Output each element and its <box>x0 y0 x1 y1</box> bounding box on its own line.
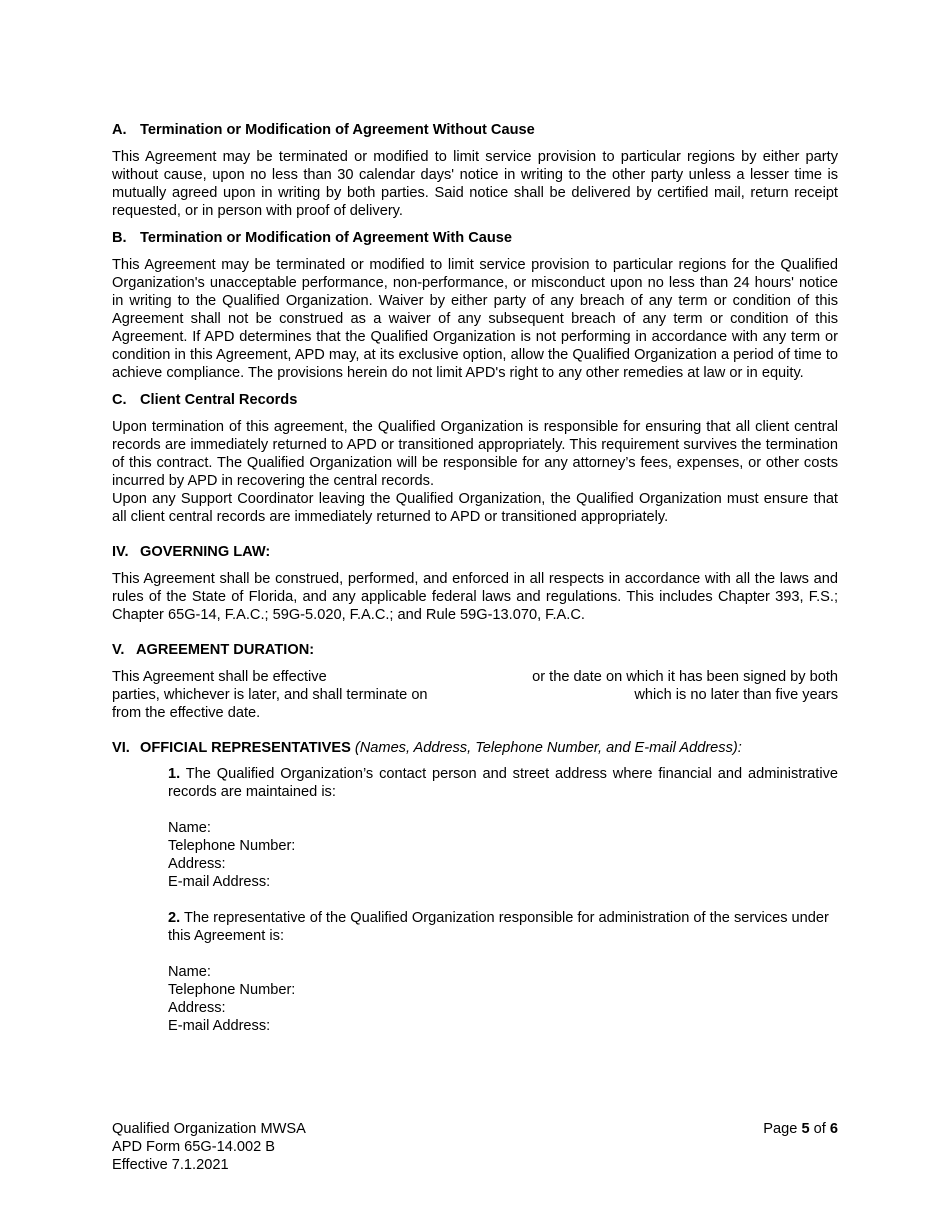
section-c-body-2: Upon any Support Coordinator leaving the Qualified Organization, the Qualified Organization must ensure that all client central records are immediately returned to APD or transitioned appropriately. <box>112 491 838 525</box>
representative-1-fields <box>168 819 838 891</box>
footer-form-title: Qualified Organization MWSA <box>112 1121 306 1137</box>
duration-line-2: parties, whichever is later, and shall terminate on which is no later than five years <box>112 687 838 703</box>
page-number: Page 5 of 6 <box>763 1121 838 1137</box>
rep2-email-label: E-mail Address: <box>168 1018 271 1034</box>
representative-2 <box>168 909 838 1035</box>
rep2-phone-label: Telephone Number: <box>168 982 296 998</box>
section-vi-heading: VI. OFFICIAL REPRESENTATIVES (Names, Address, Telephone Number, and E-mail Address): <box>112 740 742 756</box>
section-b-body: This Agreement may be terminated or modified to limit service provision to particular regions for the Qualified Organization's unacceptable performance, non-performance, or misconduct upon no less than 24 hours' notice in writing to the Qualified Organization. Waiver by either party of any breach of any term or condition of this Agreement shall not be construed as a waiver of any subsequent breach of any term or condition of this Agreement. If APD determines that the Qualified Organization is not performing in accordance with any term or condition in this Agreement, APD may, at its exclusive option, allow the Qualified Organization a period of time to achieve compliance. The provisions herein do not limit APD's right to any other remedies at law or in equity. <box>112 257 838 381</box>
representative-1 <box>168 765 838 891</box>
duration-line-3: from the effective date. <box>112 705 261 721</box>
representative-2-text: 2. The representative of the Qualified Organization responsible for administration of the services under this Agreement is: <box>168 910 829 944</box>
section-b-heading: B. Termination or Modification of Agreement With Cause <box>112 230 513 246</box>
rep1-address-label: Address: <box>168 856 226 872</box>
rep2-address-label: Address: <box>168 1000 226 1016</box>
document-page <box>112 118 838 1035</box>
footer-form-info <box>112 1120 306 1174</box>
representative-1-text: 1. The Qualified Organization’s contact person and street address where financial and administrative records are maintained is: <box>168 766 838 800</box>
duration-line-1: This Agreement shall be effective or the date on which it has been signed by both <box>112 669 838 685</box>
rep1-email-label: E-mail Address: <box>168 874 271 890</box>
section-a-body: This Agreement may be terminated or modified to limit service provision to particular regions by either party without cause, upon no less than 30 calendar days' notice in writing to the other party unless a lesser time is mutually agreed upon in writing by both parties. Said notice shall be delivered by certified mail, return receipt requested, or in person with proof of delivery. <box>112 149 838 219</box>
section-v-body <box>112 668 838 722</box>
section-c-body-1: Upon termination of this agreement, the Qualified Organization is responsible for ensuring that all client central records are immediately returned to APD or transitioned appropriately. This requirement survives the termination of this contract. The Qualified Organization will be responsible for any attorney’s fees, expenses, or other costs incurred by APD in recovering the central records. <box>112 419 838 489</box>
section-iv-body: This Agreement shall be construed, performed, and enforced in all respects in accordance with all the laws and rules of the State of Florida, and any applicable federal laws and regulations. This includes Chapter 393, F.S.; Chapter 65G-14, F.A.C.; 59G-5.020, F.A.C.; and Rule 59G-13.070, F.A.C. <box>112 571 838 623</box>
footer-effective-date: Effective 7.1.2021 <box>112 1157 229 1173</box>
section-c-heading: C. Client Central Records <box>112 392 298 408</box>
section-a-heading: A. Termination or Modification of Agreement Without Cause <box>112 122 535 138</box>
footer-form-number: APD Form 65G-14.002 B <box>112 1139 276 1155</box>
section-iv-heading: IV. GOVERNING LAW: <box>112 544 271 560</box>
section-v-heading: V. AGREEMENT DURATION: <box>112 642 315 658</box>
rep1-phone-label: Telephone Number: <box>168 838 296 854</box>
representative-2-fields <box>168 963 838 1035</box>
rep1-name-label: Name: <box>168 820 211 836</box>
rep2-name-label: Name: <box>168 964 211 980</box>
